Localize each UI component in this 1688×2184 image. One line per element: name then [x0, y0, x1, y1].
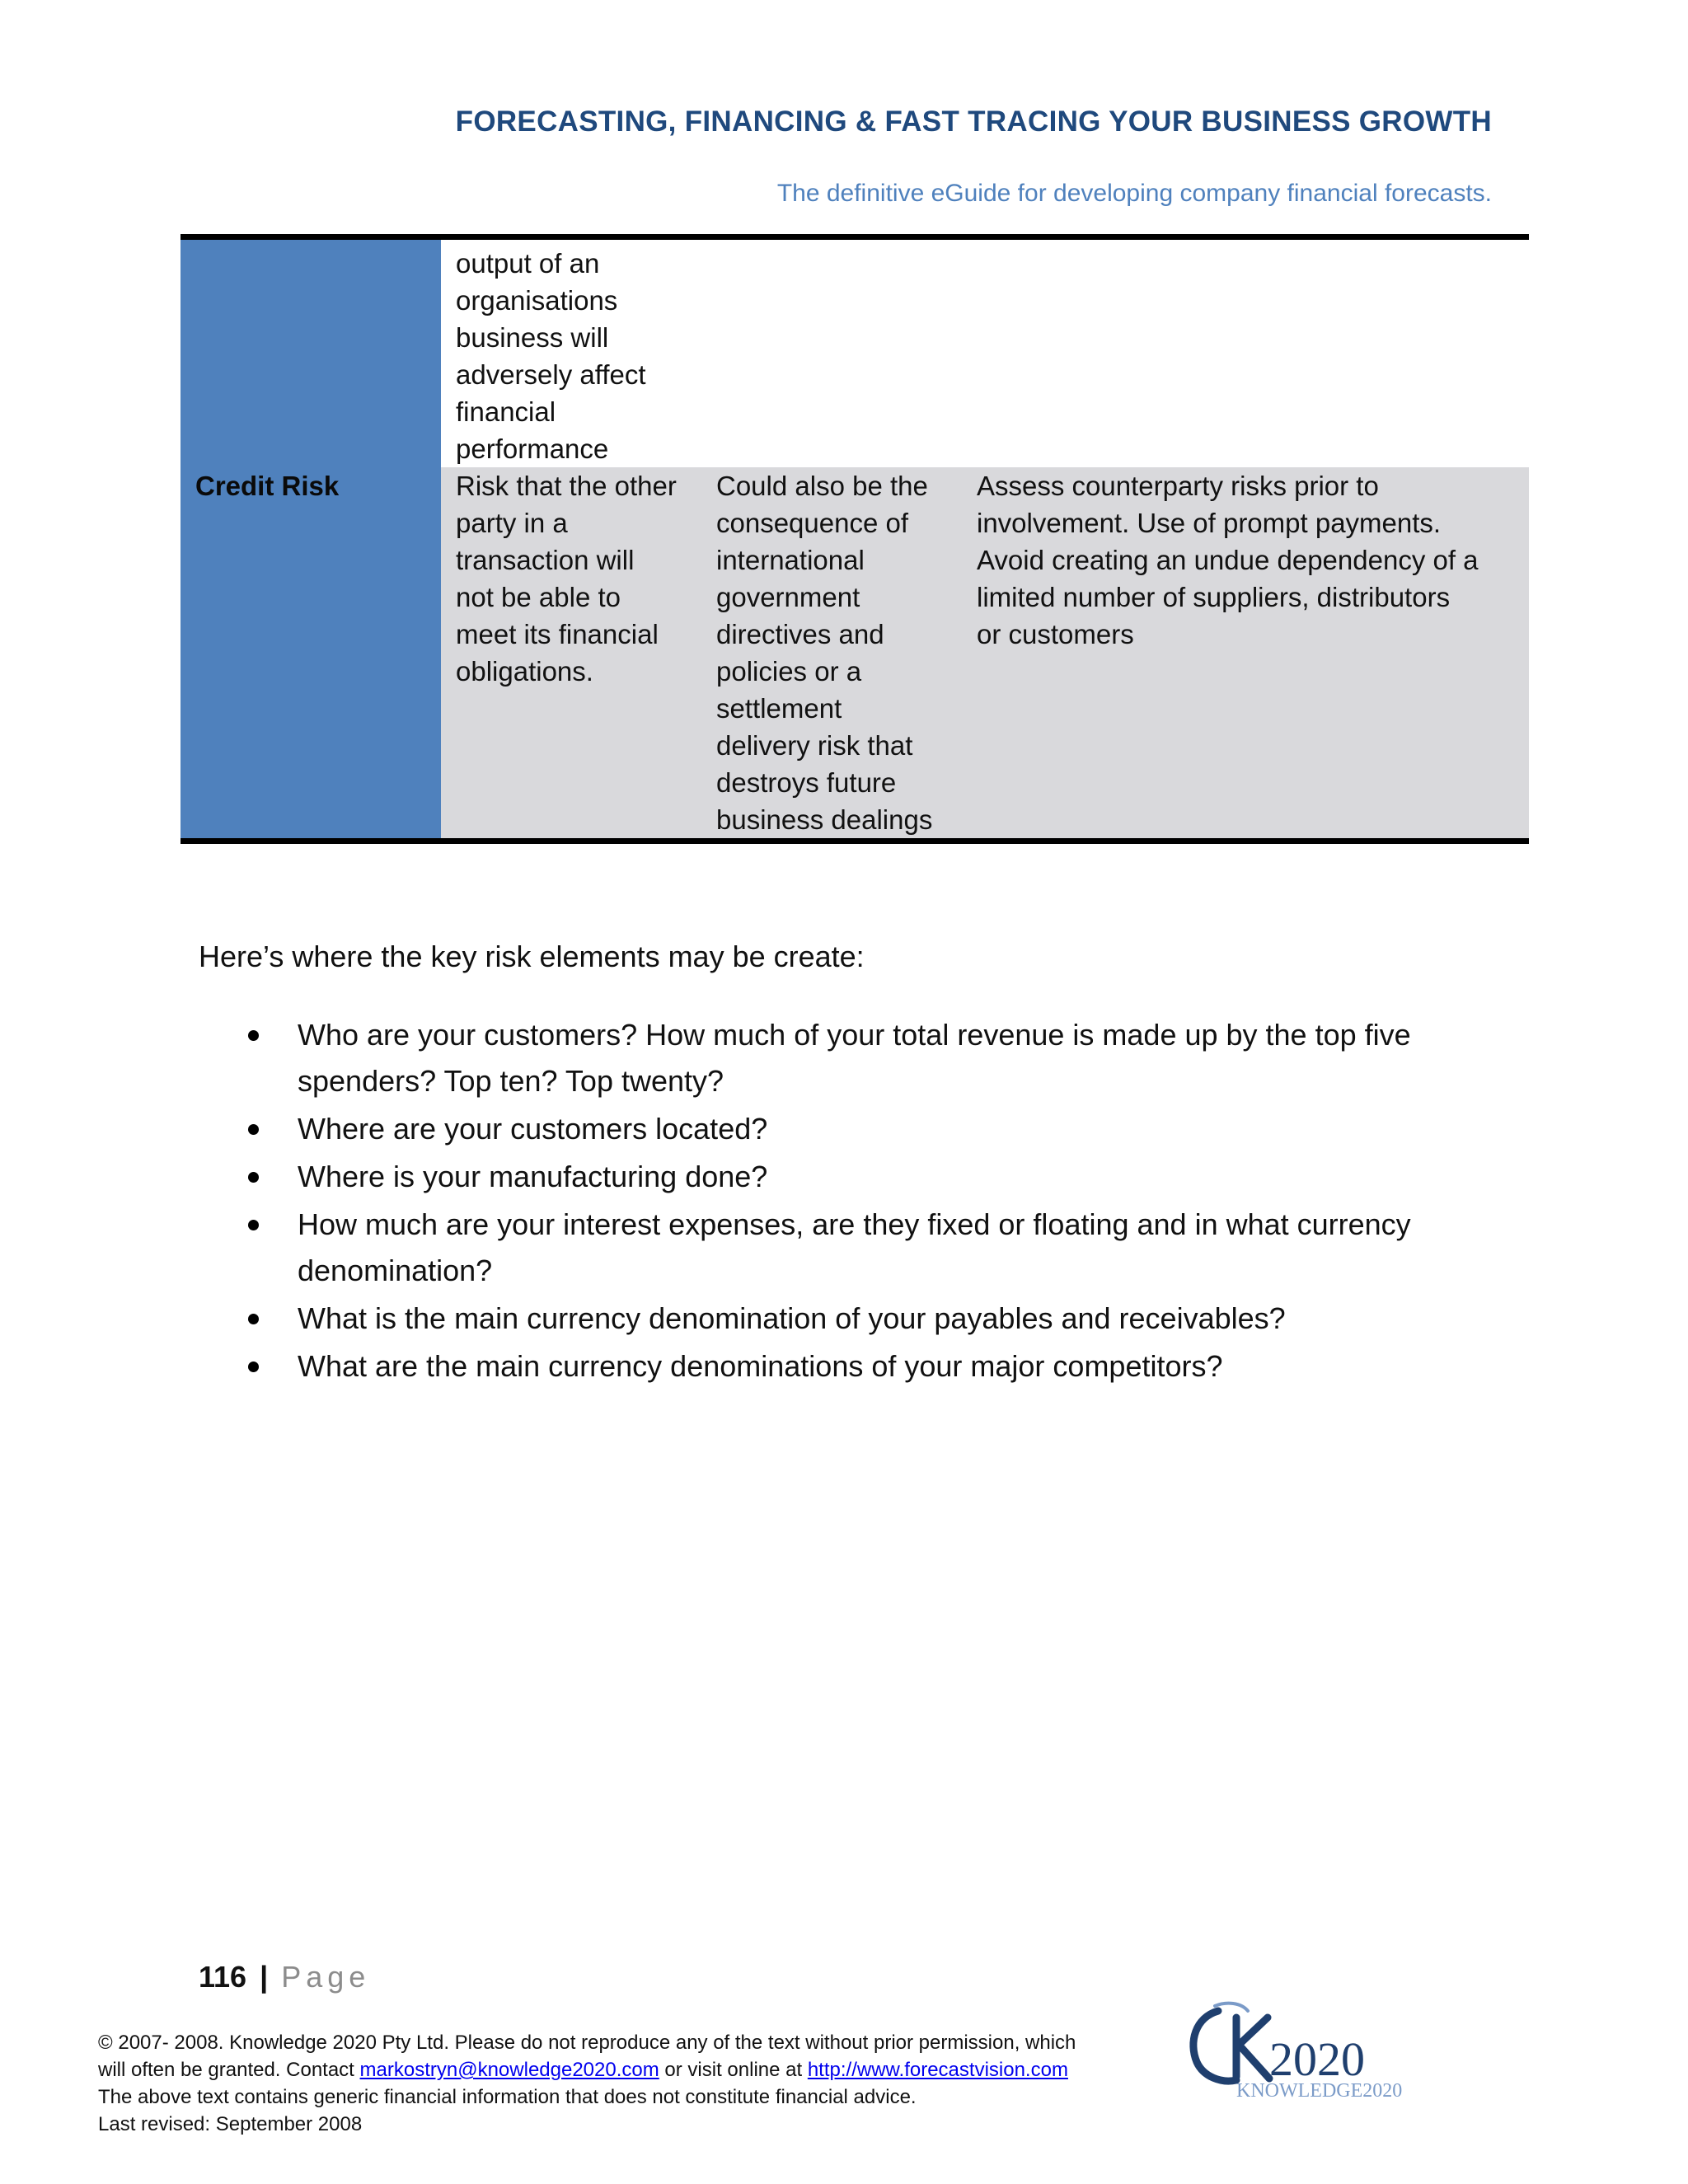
page-number-value: 116 — [199, 1960, 247, 1994]
footer-notice — [98, 2029, 1170, 2138]
table-row — [181, 467, 1529, 838]
list-item-text: Where is your manufacturing done? — [298, 1160, 768, 1193]
list-item — [199, 1343, 1501, 1390]
page-number-separator: | — [260, 1960, 269, 1994]
risk-cause-cell — [701, 240, 962, 467]
page-label: Page — [281, 1960, 371, 1994]
list-item-text: Who are your customers? How much of your total revenue is made up by the top five spenders? Top ten? Top twenty? — [298, 1018, 1411, 1098]
page-header-title: FORECASTING, FINANCING & FAST TRACING YOUR BUSINESS GROWTH — [455, 105, 1492, 138]
website-link[interactable]: http://www.forecastvision.com — [807, 2059, 1068, 2081]
list-item — [199, 1106, 1501, 1152]
logo-mark-text: 2020 — [1269, 2032, 1365, 2086]
risk-category-cell — [181, 240, 441, 467]
risk-mitigation-text: Assess counterparty risks prior to involvement. Use of prompt payments. Avoid creating an undue dependency of a limited number of suppliers, distributors or customers — [977, 471, 1479, 649]
risk-questions-list — [199, 1012, 1501, 1391]
list-item — [199, 1154, 1501, 1200]
list-item-text: What are the main currency denominations of your major competitors? — [298, 1349, 1223, 1383]
footer-revision: Last revised: September 2008 — [98, 2113, 363, 2135]
page-header-subtitle: The definitive eGuide for developing company financial forecasts. — [776, 180, 1492, 207]
list-item — [199, 1012, 1501, 1104]
contact-email-link[interactable]: markostryn@knowledge2020.com — [359, 2059, 659, 2081]
knowledge2020-logo — [1179, 1994, 1426, 2102]
list-item — [199, 1202, 1501, 1294]
risk-definition-text: output of an organisations business will adversely affect financial performance — [456, 248, 646, 464]
footer-disclaimer: The above text contains generic financial information that does not constitute financial advice. — [98, 2086, 917, 2108]
bullet-icon — [248, 1314, 259, 1324]
risk-definition-text: Risk that the other party in a transaction will not be able to meet its financial obligations. — [456, 471, 677, 687]
bullet-icon — [248, 1124, 259, 1135]
list-item-text: What is the main currency denomination of your payables and receivables? — [298, 1301, 1286, 1335]
footer-contact-middle: or visit online at — [659, 2059, 808, 2081]
bullet-icon — [248, 1220, 259, 1230]
logo-icon — [1179, 1994, 1426, 2102]
list-item — [199, 1296, 1501, 1342]
risk-category-cell — [181, 467, 441, 838]
bullet-icon — [248, 1361, 259, 1372]
risk-definition-cell — [441, 240, 701, 467]
risk-category-label: Credit Risk — [195, 471, 340, 501]
risk-mitigation-cell — [962, 467, 1529, 838]
footer-contact-line — [98, 2056, 1170, 2083]
footer-contact-prefix: will often be granted. Contact — [98, 2059, 360, 2081]
intro-paragraph: Here’s where the key risk elements may be create: — [199, 940, 865, 973]
list-item-text: Where are your customers located? — [298, 1112, 768, 1146]
risk-definition-cell — [441, 467, 701, 838]
risk-mitigation-cell — [962, 240, 1529, 467]
table-row — [181, 240, 1529, 467]
footer-copyright: © 2007- 2008. Knowledge 2020 Pty Ltd. Please do not reproduce any of the text without prior permission, which — [98, 2032, 1076, 2054]
risk-cause-text: Could also be the consequence of international government directives and policies or a settlement delivery risk that destroys future business dealings — [716, 471, 933, 835]
bullet-icon — [248, 1030, 259, 1041]
risk-table — [181, 234, 1529, 844]
risk-cause-cell — [701, 467, 962, 838]
list-item-text: How much are your interest expenses, are they fixed or floating and in what currency denomination? — [298, 1207, 1411, 1287]
bullet-icon — [248, 1172, 259, 1183]
page-number — [199, 1960, 370, 1994]
logo-wordmark-text: KNOWLEDGE2020 — [1236, 2080, 1403, 2102]
